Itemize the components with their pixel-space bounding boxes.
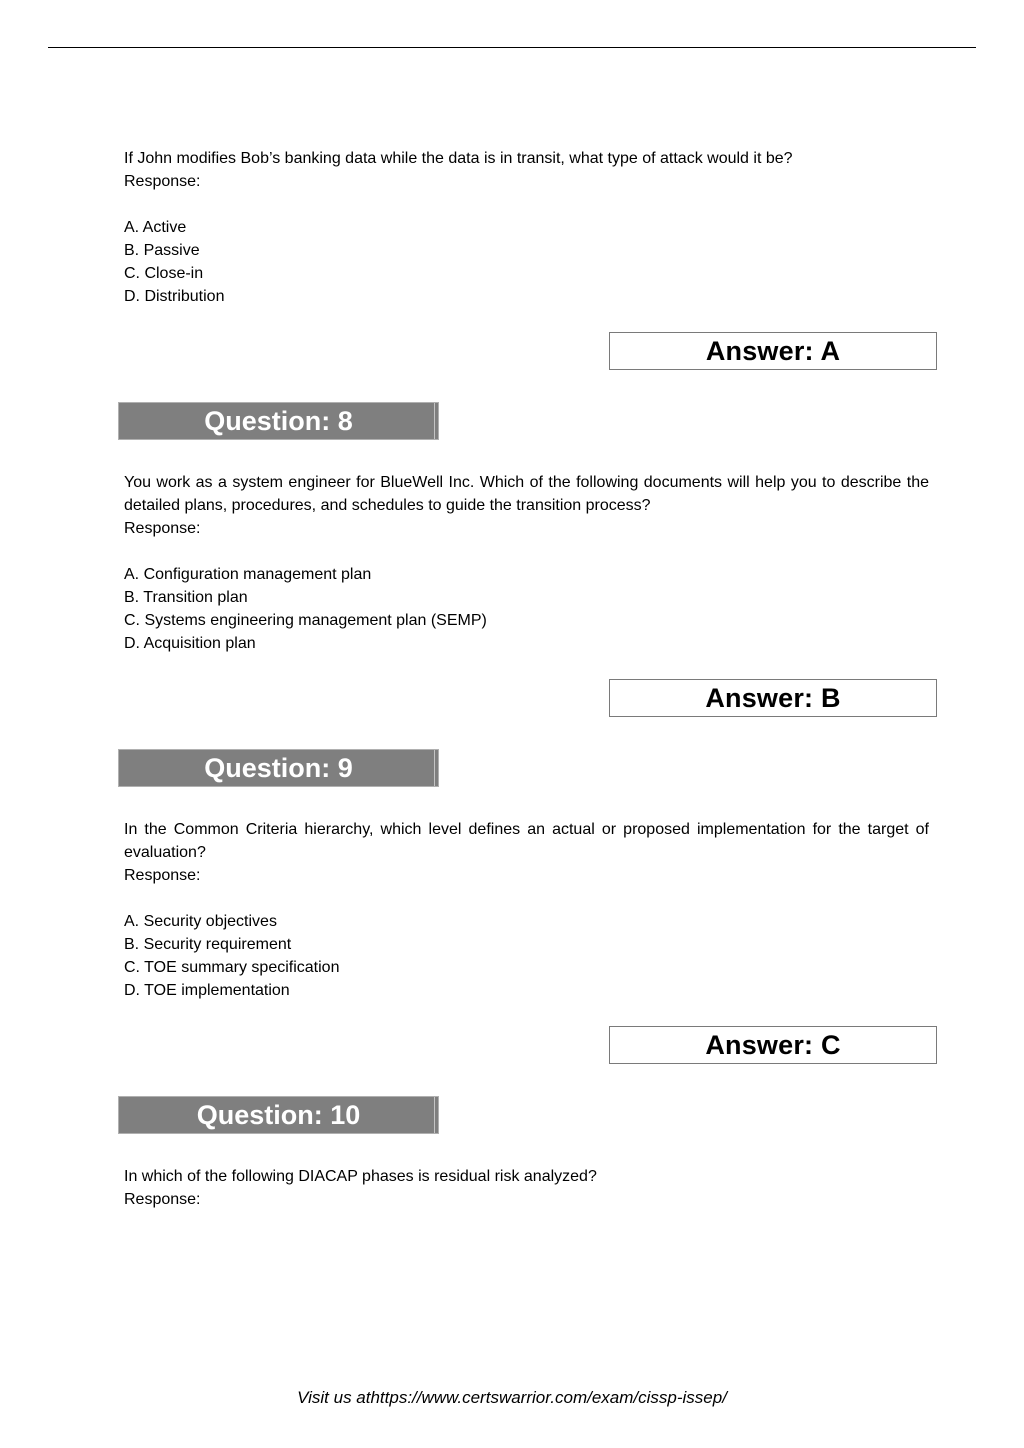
question-7-block <box>124 147 929 308</box>
option-b: B. Security requirement <box>124 936 292 953</box>
option-c: C. TOE summary specification <box>124 959 340 976</box>
option-a: A. Configuration management plan <box>124 566 372 583</box>
option-a: A. Security objectives <box>124 913 277 930</box>
option-b: B. Transition plan <box>124 589 248 606</box>
question-8-block <box>124 471 929 655</box>
question-header: Question: 10 <box>118 1096 439 1134</box>
response-label: Response: <box>124 173 201 190</box>
answer-box: Answer: C <box>609 1026 937 1064</box>
question-text: In the Common Criteria hierarchy, which level defines an actual or proposed implementation for the target of evaluation? <box>124 821 929 861</box>
question-text: You work as a system engineer for BlueWell Inc. Which of the following documents will help you to describe the detailed plans, procedures, and schedules to guide the transition process? <box>124 474 929 514</box>
question-header: Question: 9 <box>118 749 439 787</box>
option-b: B. Passive <box>124 242 200 259</box>
question-header: Question: 8 <box>118 402 439 440</box>
option-a: A. Active <box>124 219 187 236</box>
footer-link[interactable]: Visit us athttps://www.certswarrior.com/exam/cissp-issep/ <box>297 1388 727 1407</box>
response-label: Response: <box>124 1191 201 1208</box>
response-label: Response: <box>124 520 201 537</box>
option-d: D. Distribution <box>124 288 225 305</box>
option-c: C. Systems engineering management plan (SEMP) <box>124 612 487 629</box>
question-text: In which of the following DIACAP phases is residual risk analyzed? <box>124 1168 597 1185</box>
top-rule <box>48 47 976 48</box>
answer-box: Answer: B <box>609 679 937 717</box>
option-d: D. Acquisition plan <box>124 635 256 652</box>
question-9-block <box>124 818 929 1002</box>
response-label: Response: <box>124 867 201 884</box>
answer-box: Answer: A <box>609 332 937 370</box>
question-text: If John modifies Bob’s banking data while the data is in transit, what type of attack would it be? <box>124 150 793 167</box>
question-10-block <box>124 1165 929 1211</box>
option-d: D. TOE implementation <box>124 982 290 999</box>
option-c: C. Close-in <box>124 265 204 282</box>
